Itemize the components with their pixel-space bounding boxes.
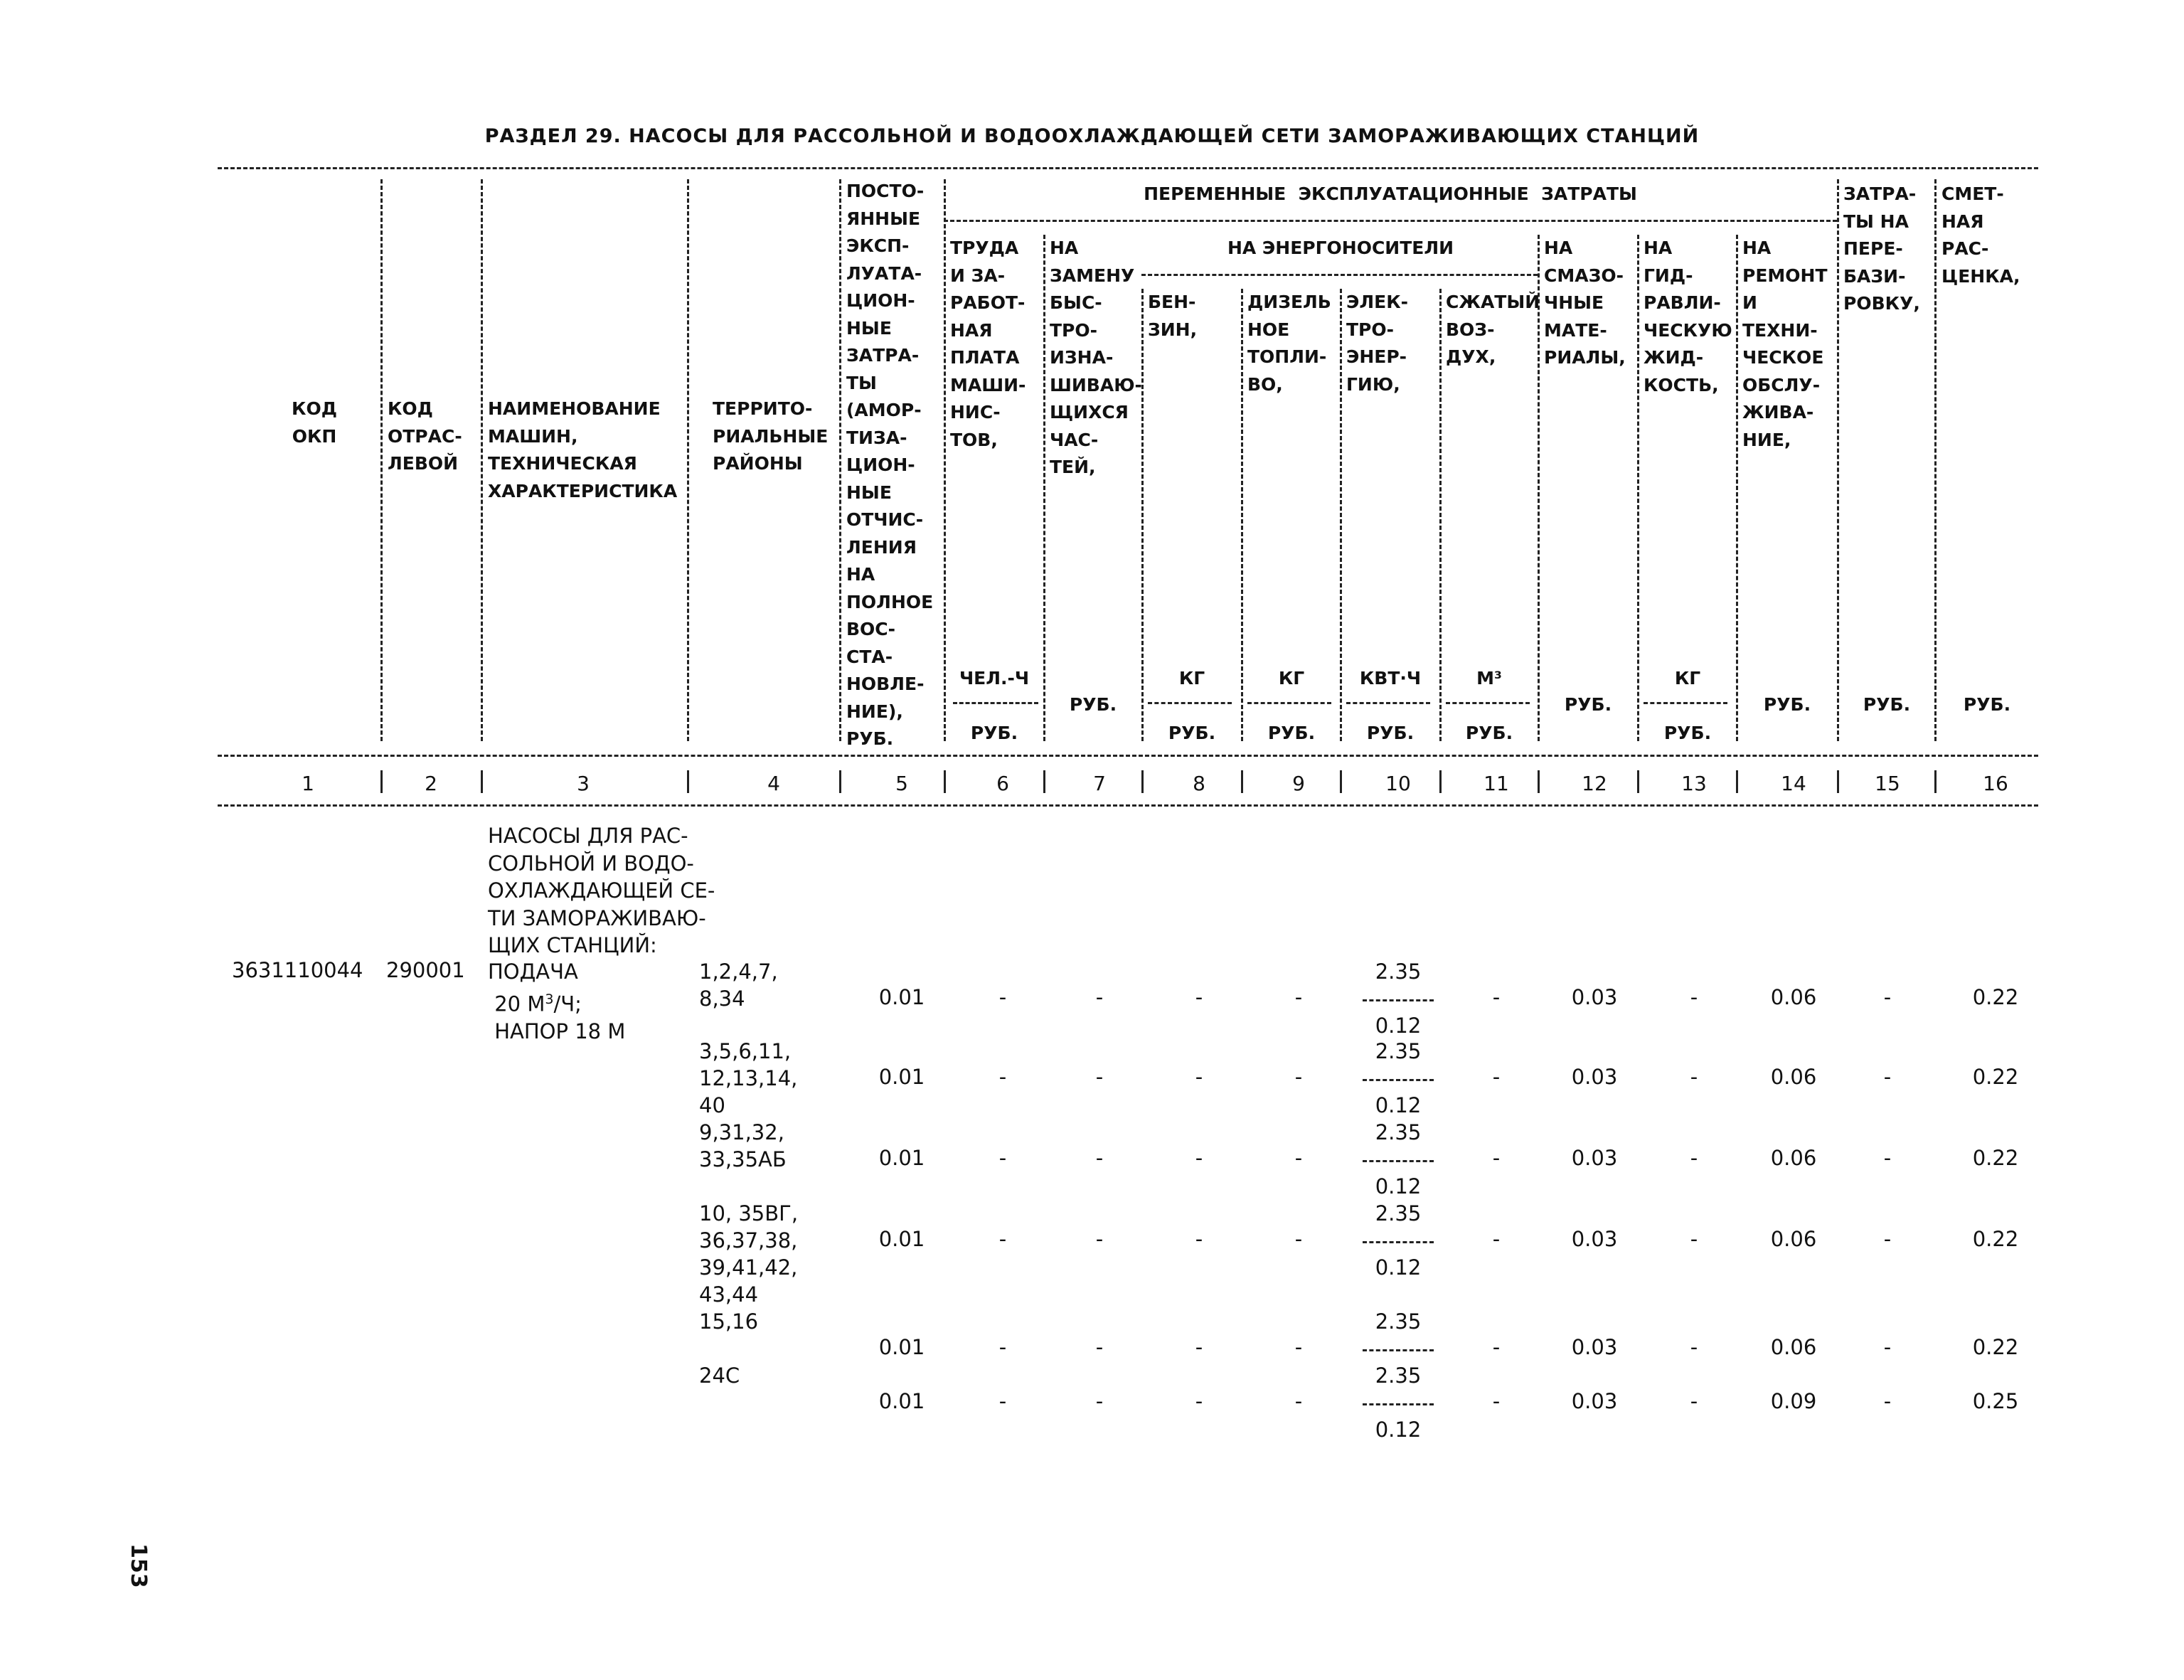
cell-petrol: - <box>1195 1227 1203 1251</box>
header-variable-costs: ПЕРЕМЕННЫЕ ЭКСПЛУАТАЦИОННЫЕ ЗАТРАТЫ <box>1144 184 1637 204</box>
column-number-sep <box>687 770 689 793</box>
cell-fixed-cost: 0.01 <box>878 1227 925 1251</box>
cell-labor: - <box>998 1227 1007 1251</box>
cell-estimate: 0.25 <box>1972 1389 2019 1413</box>
row-regions: 24С <box>699 1363 740 1388</box>
cell-fixed-cost: 0.01 <box>878 1389 925 1413</box>
unit-rule <box>1446 702 1530 704</box>
fraction-rule <box>1363 1403 1434 1405</box>
cell-fixed-cost: 0.01 <box>878 1065 925 1089</box>
header-estimate: СМЕТ- НАЯ РАС- ЦЕНКА, <box>1941 184 2020 287</box>
column-number: 6 <box>996 772 1009 795</box>
cell-relocation: - <box>1883 1065 1892 1089</box>
fraction-rule <box>1363 999 1434 1001</box>
unit-labor-rub: РУБ. <box>970 723 1018 743</box>
cell-parts: - <box>1095 1227 1104 1251</box>
column-number-sep <box>380 770 383 793</box>
header-compressed-air: СЖАТЫЙ ВОЗ- ДУХ, <box>1446 292 1540 367</box>
cell-relocation: - <box>1883 1227 1892 1251</box>
cell-fixed-cost: 0.01 <box>878 1146 925 1170</box>
cell-labor: - <box>998 1065 1007 1089</box>
cell-diesel: - <box>1294 985 1303 1009</box>
unit-labor-hours: ЧЕЛ.-Ч <box>959 668 1030 689</box>
energy-group-rule <box>1141 274 1538 276</box>
cell-estimate: 0.22 <box>1972 1065 2019 1089</box>
cell-electricity-kwh: 2.35 <box>1375 1363 1422 1388</box>
header-lubricants: НА СМАЗО- ЧНЫЕ МАТЕ- РИАЛЫ, <box>1544 238 1626 368</box>
cell-diesel: - <box>1294 1227 1303 1251</box>
column-number-sep <box>1837 770 1839 793</box>
cell-diesel: - <box>1294 1389 1303 1413</box>
column-number-sep <box>1340 770 1342 793</box>
cell-electricity-kwh: 2.35 <box>1375 1309 1422 1334</box>
column-number: 13 <box>1681 772 1707 795</box>
cell-lubricants: 0.03 <box>1571 1389 1618 1413</box>
group-title: НАСОСЫ ДЛЯ РАС- СОЛЬНОЙ И ВОДО- ОХЛАЖДАЮЩЕЙ СЕ- ТИ ЗАМОРАЖИВАЮ- ЩИХ СТАНЦИЙ: <box>488 824 715 957</box>
cell-hydraulic-fluid: - <box>1690 1389 1698 1413</box>
fraction-rule <box>1363 1349 1434 1351</box>
unit-diesel-kg: КГ <box>1278 668 1305 689</box>
cell-lubricants: 0.03 <box>1571 1227 1618 1251</box>
column-numbers-rule <box>218 804 2038 807</box>
row-regions: 10, 35ВГ, 36,37,38, 39,41,42, 43,44 <box>699 1201 799 1307</box>
cell-repair: 0.06 <box>1770 985 1817 1009</box>
column-number: 5 <box>895 772 908 795</box>
header-electricity: ЭЛЕК- ТРО- ЭНЕР- ГИЮ, <box>1346 292 1408 395</box>
cell-compressed-air: - <box>1492 1146 1501 1170</box>
header-hydraulic-fluid: НА ГИД- РАВЛИ- ЧЕСКУЮ ЖИД- КОСТЬ, <box>1644 238 1732 395</box>
cell-electricity-kwh: 2.35 <box>1375 959 1422 984</box>
col-sep <box>1934 179 1937 741</box>
row-regions: 3,5,6,11, 12,13,14, 40 <box>699 1039 798 1117</box>
column-number: 7 <box>1093 772 1106 795</box>
column-number: 16 <box>1983 772 2008 795</box>
unit-estimate-rub: РУБ. <box>1963 694 2011 715</box>
item-okp-code: 3631110044 <box>232 958 363 982</box>
unit-rule <box>1148 702 1232 704</box>
column-number-sep <box>1439 770 1442 793</box>
cell-labor: - <box>998 985 1007 1009</box>
cell-compressed-air: - <box>1492 1389 1501 1413</box>
header-labor: ТРУДА И ЗА- РАБОТ- НАЯ ПЛАТА МАШИ- НИС- ТОВ, <box>950 238 1026 450</box>
cell-petrol: - <box>1195 1335 1203 1359</box>
column-number-sep <box>1043 770 1045 793</box>
unit-petrol-rub: РУБ. <box>1168 723 1216 743</box>
page-number: 153 <box>126 1543 151 1588</box>
fraction-rule <box>1363 1160 1434 1162</box>
cell-repair: 0.09 <box>1770 1389 1817 1413</box>
cell-relocation: - <box>1883 1335 1892 1359</box>
column-number: 11 <box>1483 772 1509 795</box>
column-number-sep <box>944 770 946 793</box>
cell-labor: - <box>998 1335 1007 1359</box>
cell-petrol: - <box>1195 985 1203 1009</box>
section-title: РАЗДЕЛ 29. НАСОСЫ ДЛЯ РАССОЛЬНОЙ И ВОДООХЛАЖДАЮЩЕЙ СЕТИ ЗАМОРАЖИВАЮЩИХ СТАНЦИЙ <box>484 125 1700 147</box>
cell-lubricants: 0.03 <box>1571 985 1618 1009</box>
cell-electricity-rub: 0.12 <box>1375 1418 1422 1442</box>
cell-hydraulic-fluid: - <box>1690 985 1698 1009</box>
col-sep <box>1736 235 1738 741</box>
col-sep <box>1837 179 1839 741</box>
col-sep <box>380 179 383 741</box>
cell-fixed-cost: 0.01 <box>878 985 925 1009</box>
unit-rule <box>1644 702 1727 704</box>
cell-repair: 0.06 <box>1770 1335 1817 1359</box>
column-number-sep <box>1241 770 1243 793</box>
variable-group-rule <box>944 220 1837 222</box>
cell-repair: 0.06 <box>1770 1227 1817 1251</box>
cell-estimate: 0.22 <box>1972 1227 2019 1251</box>
cell-compressed-air: - <box>1492 1065 1501 1089</box>
column-number-sep <box>1538 770 1540 793</box>
cell-petrol: - <box>1195 1146 1203 1170</box>
item-name: ПОДАЧА 20 $М^3/Ч$; НАПОР 18 М <box>488 959 626 1043</box>
cell-diesel: - <box>1294 1065 1303 1089</box>
cell-repair: 0.06 <box>1770 1065 1817 1089</box>
unit-electricity-kwh: КВТ·Ч <box>1359 668 1422 689</box>
col-sep <box>839 179 841 741</box>
header-machine-name: НАИМЕНОВАНИЕ МАШИН, ТЕХНИЧЕСКАЯ ХАРАКТЕРИСТИКА <box>488 398 678 501</box>
cell-lubricants: 0.03 <box>1571 1335 1618 1359</box>
column-number-sep <box>1637 770 1639 793</box>
cell-hydraulic-fluid: - <box>1690 1146 1698 1170</box>
header-branch-code: КОД ОТРАС- ЛЕВОЙ <box>388 398 462 474</box>
column-number: 14 <box>1781 772 1806 795</box>
column-number: 1 <box>302 772 314 795</box>
column-number: 15 <box>1875 772 1900 795</box>
unit-rule <box>953 702 1038 704</box>
cell-repair: 0.06 <box>1770 1146 1817 1170</box>
header-petrol: БЕН- ЗИН, <box>1148 292 1198 340</box>
cell-parts: - <box>1095 1065 1104 1089</box>
cell-relocation: - <box>1883 1146 1892 1170</box>
cell-lubricants: 0.03 <box>1571 1065 1618 1089</box>
cell-fixed-cost: 0.01 <box>878 1335 925 1359</box>
column-number-sep <box>839 770 841 793</box>
row-regions: 1,2,4,7, 8,34 <box>699 959 778 1011</box>
unit-hydraulic-rub: РУБ. <box>1663 723 1712 743</box>
column-number-sep <box>481 770 483 793</box>
cell-electricity-kwh: 2.35 <box>1375 1201 1422 1226</box>
unit-relocation-rub: РУБ. <box>1863 694 1911 715</box>
cell-estimate: 0.22 <box>1972 1146 2019 1170</box>
column-number-sep <box>1736 770 1738 793</box>
unit-petrol-kg: КГ <box>1178 668 1205 689</box>
cell-electricity-rub: 0.12 <box>1375 1255 1422 1280</box>
cell-diesel: - <box>1294 1146 1303 1170</box>
column-number: 10 <box>1385 772 1411 795</box>
col-sep <box>687 179 689 741</box>
col-sep <box>1043 235 1045 741</box>
column-number: 4 <box>767 772 780 795</box>
header-parts: НА ЗАМЕНУ БЫС- ТРО- ИЗНА- ШИВАЮ- ЩИХСЯ ЧАС- ТЕЙ, <box>1050 238 1142 477</box>
row-regions: 15,16 <box>699 1309 759 1334</box>
cell-parts: - <box>1095 1335 1104 1359</box>
cell-labor: - <box>998 1389 1007 1413</box>
cell-labor: - <box>998 1146 1007 1170</box>
cell-hydraulic-fluid: - <box>1690 1065 1698 1089</box>
col-sep <box>944 179 946 741</box>
cell-compressed-air: - <box>1492 1335 1501 1359</box>
header-diesel: ДИЗЕЛЬ НОЕ ТОПЛИ- ВО, <box>1247 292 1331 395</box>
unit-diesel-rub: РУБ. <box>1267 723 1316 743</box>
fraction-rule <box>1363 1241 1434 1243</box>
column-number: 2 <box>425 772 437 795</box>
cell-petrol: - <box>1195 1389 1203 1413</box>
fraction-rule <box>1363 1079 1434 1081</box>
cell-electricity-kwh: 2.35 <box>1375 1039 1422 1063</box>
header-bottom-rule <box>218 755 2038 757</box>
cell-parts: - <box>1095 985 1104 1009</box>
unit-electricity-rub: РУБ. <box>1366 723 1415 743</box>
header-okp-code: КОД ОКП <box>292 398 337 447</box>
cell-estimate: 0.22 <box>1972 985 2019 1009</box>
cell-electricity-rub: 0.12 <box>1375 1093 1422 1117</box>
unit-rule <box>1247 702 1331 704</box>
header-energy: НА ЭНЕРГОНОСИТЕЛИ <box>1227 238 1454 258</box>
column-number: 8 <box>1193 772 1205 795</box>
unit-air-m3: М³ <box>1476 668 1502 689</box>
cell-compressed-air: - <box>1492 985 1501 1009</box>
unit-air-rub: РУБ. <box>1465 723 1513 743</box>
cell-diesel: - <box>1294 1335 1303 1359</box>
unit-rule <box>1346 702 1430 704</box>
cell-electricity-rub: 0.12 <box>1375 1174 1422 1198</box>
cell-compressed-air: - <box>1492 1227 1501 1251</box>
cell-estimate: 0.22 <box>1972 1335 2019 1359</box>
cell-hydraulic-fluid: - <box>1690 1227 1698 1251</box>
header-regions: ТЕРРИТО- РИАЛЬНЫЕ РАЙОНЫ <box>713 398 829 474</box>
cell-electricity-kwh: 2.35 <box>1375 1120 1422 1144</box>
column-number-sep <box>1934 770 1937 793</box>
cell-relocation: - <box>1883 1389 1892 1413</box>
header-relocation: ЗАТРА- ТЫ НА ПЕРЕ- БАЗИ- РОВКУ, <box>1843 184 1920 314</box>
unit-lubricants-rub: РУБ. <box>1564 694 1612 715</box>
cell-parts: - <box>1095 1389 1104 1413</box>
col-sep <box>481 179 483 741</box>
unit-repair-rub: РУБ. <box>1763 694 1811 715</box>
item-branch-code: 290001 <box>386 958 465 982</box>
column-number: 9 <box>1292 772 1305 795</box>
cell-hydraulic-fluid: - <box>1690 1335 1698 1359</box>
unit-parts-rub: РУБ. <box>1069 694 1117 715</box>
cell-petrol: - <box>1195 1065 1203 1089</box>
row-regions: 9,31,32, 33,35АБ <box>699 1120 787 1171</box>
cell-lubricants: 0.03 <box>1571 1146 1618 1170</box>
column-number: 12 <box>1582 772 1607 795</box>
unit-hydraulic-kg: КГ <box>1674 668 1701 689</box>
header-fixed-costs: ПОСТО- ЯННЫЕ ЭКСП- ЛУАТА- ЦИОН- НЫЕ ЗАТРА- ТЫ (АМОР- ТИЗА- ЦИОН- НЫЕ ОТЧИС- ЛЕНИЯ НА ПОЛНОЕ ВОС- СТА- НОВЛЕ- НИЕ), РУБ. <box>846 181 934 749</box>
column-number-sep <box>1141 770 1144 793</box>
cell-electricity-rub: 0.12 <box>1375 1014 1422 1038</box>
column-number: 3 <box>577 772 590 795</box>
header-top-rule <box>218 167 2038 169</box>
cell-relocation: - <box>1883 985 1892 1009</box>
cell-parts: - <box>1095 1146 1104 1170</box>
header-repair: НА РЕМОНТ И ТЕХНИ- ЧЕСКОЕ ОБСЛУ- ЖИВА- НИЕ, <box>1742 238 1828 450</box>
